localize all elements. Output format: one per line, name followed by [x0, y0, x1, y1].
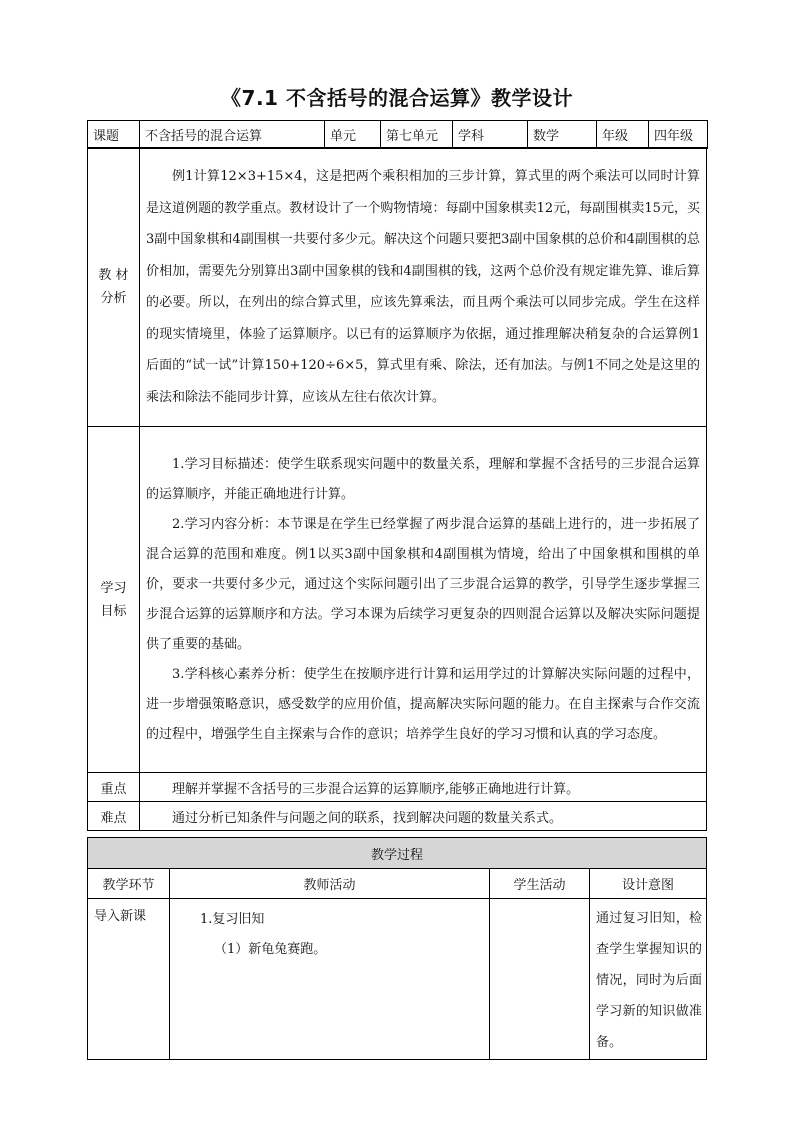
difficulties-text: 通过分析已知条件与问题之间的联系，找到解决问题的数量关系式。 [172, 810, 563, 826]
unit-value: 第七单元 [381, 121, 453, 149]
process-column-headers [88, 869, 707, 899]
unit-label: 单元 [325, 121, 381, 149]
grade-label: 年级 [597, 121, 649, 149]
learning-goals-label [88, 427, 140, 773]
teaching-process-table [87, 837, 707, 1060]
lesson-label: 课题 [88, 121, 140, 149]
key-points-table [87, 772, 707, 831]
learning-goals-label-line2: 目标 [100, 603, 127, 619]
page-title: 《7.1 不含括号的混合运算》教学设计 [221, 86, 573, 110]
grade-value: 四年级 [649, 121, 708, 149]
subject-label: 学科 [453, 121, 528, 149]
material-analysis-row [88, 148, 707, 427]
key-points-label: 重点 [88, 773, 140, 802]
student-activity [490, 899, 590, 1060]
column-header-student: 学生活动 [490, 869, 590, 899]
process-stage: 导入新课 [88, 899, 170, 1060]
teacher-activity-line: （1）新龟兔赛跑。 [214, 942, 327, 957]
column-header-stage: 教学环节 [88, 869, 170, 899]
goal-item: 2.学习内容分析：本节课是在学生已经掌握了两步混合运算的基础上进行的，进一步拓展了混合运算的范围和难度。例1以买3副中国象棋和4副围棋为情境，给出了中国象棋和围棋的单价，要求一共要付多少元，通过这个实际问题引出了三步混合运算的教学，引导学生逐步掌握三步混合运算的运算顺序和方法。学习本课为后续学习更复杂的四则混合运算以及解决实际问题提供了重要的基础。 [146, 516, 700, 652]
goal-item: 1.学习目标描述：使学生联系现实问题中的数量关系，理解和掌握不含括号的三步混合运算的运算顺序，并能正确地进行计算。 [146, 456, 700, 502]
teacher-activity [170, 899, 490, 1060]
difficulties-label: 难点 [88, 802, 140, 831]
lesson-value: 不含括号的混合运算 [140, 121, 325, 149]
subject-value: 数学 [528, 121, 597, 149]
difficulties-row [88, 802, 707, 831]
lesson-info-row [88, 121, 708, 149]
material-analysis-label-line2: 分析 [100, 291, 127, 306]
difficulties-cell [140, 802, 707, 831]
material-analysis-table [87, 147, 707, 427]
key-points-text: 理解并掌握不含括号的三步混合运算的运算顺序,能够正确地进行计算。 [172, 781, 580, 797]
learning-goals-content [140, 427, 707, 773]
process-row [88, 899, 707, 1060]
learning-goals-row [88, 427, 707, 773]
teacher-activity-line: 1.复习旧知 [200, 912, 265, 927]
key-points-cell [140, 773, 707, 802]
column-header-intent: 设计意图 [590, 869, 707, 899]
key-points-row [88, 773, 707, 802]
material-analysis-text: 例1计算12×3+15×4，这是把两个乘积相加的三步计算，算式里的两个乘法可以同时计算是这道例题的教学重点。教材设计了一个购物情境：每副中国象棋卖12元，每副围棋卖15元，买3副中国象棋和4副围棋一共要付多少元。解决这个问题只要把3副中国象棋的总价和4副围棋的总价相加，需要先分别算出3副中国象棋的钱和4副围棋的钱，这两个总价没有规定谁先算、谁后算的必要。所以，在列出的综合算式里，应该先算乘法，而且两个乘法可以同步完成。学生在这样的现实情境里，体验了运算顺序。以已有的运算顺序为依据，通过推理解决稍复杂的合运算例1后面的“试一试”计算150+120÷6×5，算式里有乘、除法，还有加法。与例1不同之处是这里的乘法和除法不能同步计算，应该从左往右依次计算。 [146, 169, 700, 405]
column-header-teacher: 教师活动 [170, 869, 490, 899]
material-analysis-content [140, 148, 707, 427]
lesson-info-table [87, 120, 708, 149]
design-intent: 通过复习旧知，检查学生掌握知识的情况，同时为后面学习新的知识做准备。 [590, 899, 707, 1060]
material-analysis-label-line1: 教 材 [98, 268, 129, 283]
goal-item: 3.学科核心素养分析：使学生在按顺序进行计算和运用学过的计算解决实际问题的过程中，进一步增强策略意识，感受数学的应用价值，提高解决实际问题的能力。在自主探索与合作交流的过程中，增强学生自主探索与合作的意识；培养学生良好的学习习惯和认真的学习态度。 [146, 666, 700, 742]
process-heading: 教学过程 [88, 838, 707, 869]
learning-goals-label-line1: 学习 [100, 580, 127, 596]
material-analysis-label [88, 148, 140, 427]
learning-goals-table [87, 426, 707, 773]
process-heading-row [88, 838, 707, 869]
